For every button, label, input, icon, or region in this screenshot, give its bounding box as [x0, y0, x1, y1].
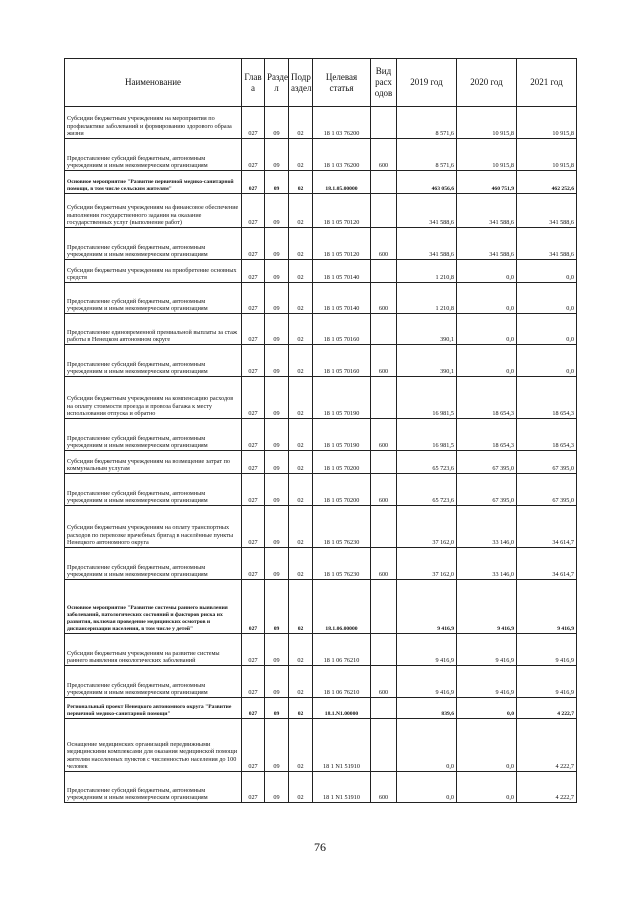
cell-razdel: 09 [265, 419, 289, 451]
cell-name: Основное мероприятие "Развитие первичной медико-санитарной помощи, в том числе сельским жителям" [65, 171, 242, 194]
cell-y2019: 1 210,8 [397, 260, 457, 283]
cell-podrazdel: 02 [289, 171, 313, 194]
cell-y2019: 37 162,0 [397, 548, 457, 580]
cell-razdel: 09 [265, 451, 289, 474]
cell-vid [371, 719, 397, 772]
cell-podrazdel: 02 [289, 107, 313, 139]
cell-razdel: 09 [265, 228, 289, 260]
cell-statya: 18.1.06.00000 [313, 580, 371, 634]
budget-table [64, 58, 577, 803]
cell-y2019: 0,0 [397, 772, 457, 803]
cell-statya: 18 1 N1 51910 [313, 719, 371, 772]
cell-podrazdel: 02 [289, 772, 313, 803]
cell-y2021: 341 588,6 [517, 194, 577, 228]
table-row [65, 345, 577, 377]
cell-y2019: 341 588,6 [397, 228, 457, 260]
cell-vid [371, 377, 397, 419]
cell-statya: 18 1 05 70200 [313, 474, 371, 506]
cell-statya: 18 1 05 76230 [313, 506, 371, 548]
cell-vid [371, 580, 397, 634]
cell-y2019: 0,0 [397, 719, 457, 772]
cell-name: Субсидии бюджетным учреждениям на компенсацию расходов на оплату стоимости проезда и провоза багажа к месту использования отпуска и обратно [65, 377, 242, 419]
cell-podrazdel: 02 [289, 506, 313, 548]
cell-podrazdel: 02 [289, 580, 313, 634]
cell-vid: 600 [371, 548, 397, 580]
cell-vid: 600 [371, 419, 397, 451]
cell-podrazdel: 02 [289, 377, 313, 419]
cell-razdel: 09 [265, 377, 289, 419]
cell-y2020: 341 588,6 [457, 194, 517, 228]
cell-y2021: 0,0 [517, 314, 577, 345]
table-row [65, 314, 577, 345]
cell-y2019: 65 723,6 [397, 474, 457, 506]
cell-vid [371, 314, 397, 345]
cell-glava: 027 [242, 451, 265, 474]
cell-glava: 027 [242, 548, 265, 580]
cell-vid [371, 451, 397, 474]
cell-y2020: 67 395,0 [457, 451, 517, 474]
cell-vid [371, 260, 397, 283]
cell-statya: 18 1 05 76230 [313, 548, 371, 580]
cell-razdel: 09 [265, 139, 289, 171]
cell-name: Оснащение медицинских организаций передвижными медицинскими комплексами для оказания медицинской помощи жителям населенных пунктов с численностью населения до 100 человек [65, 719, 242, 772]
cell-razdel: 09 [265, 314, 289, 345]
cell-statya: 18 1 05 70140 [313, 283, 371, 314]
cell-y2020: 9 416,9 [457, 580, 517, 634]
cell-podrazdel: 02 [289, 698, 313, 719]
cell-y2021: 34 614,7 [517, 506, 577, 548]
cell-glava: 027 [242, 283, 265, 314]
cell-y2020: 67 395,0 [457, 474, 517, 506]
page-number: 76 [314, 840, 326, 854]
cell-statya: 18 1 06 76210 [313, 666, 371, 698]
cell-vid: 600 [371, 283, 397, 314]
cell-y2021: 0,0 [517, 283, 577, 314]
cell-glava: 027 [242, 772, 265, 803]
cell-y2021: 34 614,7 [517, 548, 577, 580]
cell-y2019: 9 416,9 [397, 666, 457, 698]
cell-name: Субсидии бюджетным учреждениям на мероприятия по профилактике заболеваний и формированию здорового образа жизни [65, 107, 242, 139]
cell-vid: 600 [371, 666, 397, 698]
cell-name: Субсидии бюджетным учреждениям на финансовое обеспечение выполнения государственного задания на оказание государственных услуг (выполнение работ) [65, 194, 242, 228]
cell-name: Предоставление субсидий бюджетным, автономным учреждениям и иным некоммерческим организациям [65, 548, 242, 580]
cell-name: Основное мероприятие "Развитие системы раннего выявления заболеваний, патологических состояний и факторов риска их развития, включая проведение медицинских осмотров и диспансеризации населения, в том числе у детей" [65, 580, 242, 634]
cell-glava: 027 [242, 474, 265, 506]
table-row [65, 171, 577, 194]
cell-y2020: 0,0 [457, 314, 517, 345]
cell-statya: 18 1 05 70200 [313, 451, 371, 474]
cell-glava: 027 [242, 719, 265, 772]
cell-y2019: 839,6 [397, 698, 457, 719]
cell-name: Предоставление единовременной премиальной выплаты за стаж работы в Ненецком автономном округе [65, 314, 242, 345]
cell-vid [371, 506, 397, 548]
cell-y2021: 341 588,6 [517, 228, 577, 260]
cell-statya: 18 1 N1 51910 [313, 772, 371, 803]
cell-y2021: 4 222,7 [517, 772, 577, 803]
cell-y2020: 460 751,9 [457, 171, 517, 194]
header-podrazdel: Подр аздел [289, 59, 313, 107]
cell-podrazdel: 02 [289, 283, 313, 314]
cell-y2019: 463 056,6 [397, 171, 457, 194]
table-row [65, 228, 577, 260]
cell-y2020: 18 654,3 [457, 419, 517, 451]
cell-razdel: 09 [265, 634, 289, 666]
cell-y2020: 9 416,9 [457, 634, 517, 666]
cell-podrazdel: 02 [289, 451, 313, 474]
cell-name: Предоставление субсидий бюджетным, автономным учреждениям и иным некоммерческим организациям [65, 419, 242, 451]
header-2019: 2019 год [397, 59, 457, 107]
cell-podrazdel: 02 [289, 139, 313, 171]
cell-glava: 027 [242, 228, 265, 260]
cell-glava: 027 [242, 194, 265, 228]
cell-vid: 600 [371, 228, 397, 260]
cell-glava: 027 [242, 345, 265, 377]
cell-y2019: 8 571,6 [397, 139, 457, 171]
cell-razdel: 09 [265, 474, 289, 506]
cell-name: Предоставление субсидий бюджетным, автономным учреждениям и иным некоммерческим организациям [65, 283, 242, 314]
cell-statya: 18 1 06 76210 [313, 634, 371, 666]
cell-name: Предоставление субсидий бюджетным, автономным учреждениям и иным некоммерческим организациям [65, 228, 242, 260]
cell-razdel: 09 [265, 719, 289, 772]
cell-y2019: 37 162,0 [397, 506, 457, 548]
table-row [65, 506, 577, 548]
header-glava: Глав а [242, 59, 265, 107]
cell-podrazdel: 02 [289, 194, 313, 228]
cell-statya: 18 1 05 70190 [313, 377, 371, 419]
table-row [65, 474, 577, 506]
table-row [65, 451, 577, 474]
cell-name: Предоставление субсидий бюджетным, автономным учреждениям и иным некоммерческим организациям [65, 474, 242, 506]
cell-name: Субсидии бюджетным учреждениям на оплату транспортных расходов по перевозке врачебных бригад в населённые пункты Ненецкого автономного округа [65, 506, 242, 548]
cell-name: Субсидии бюджетным учреждениям на приобретение основных средств [65, 260, 242, 283]
cell-y2020: 33 146,0 [457, 506, 517, 548]
cell-y2020: 9 416,9 [457, 666, 517, 698]
table-row [65, 419, 577, 451]
cell-razdel: 09 [265, 772, 289, 803]
cell-y2020: 341 588,6 [457, 228, 517, 260]
cell-y2020: 0,0 [457, 719, 517, 772]
cell-glava: 027 [242, 506, 265, 548]
cell-glava: 027 [242, 698, 265, 719]
cell-y2019: 9 416,9 [397, 634, 457, 666]
header-statya: Целевая статья [313, 59, 371, 107]
cell-statya: 18 1 05 70160 [313, 314, 371, 345]
table-row [65, 772, 577, 803]
cell-y2020: 18 654,3 [457, 377, 517, 419]
header-row [65, 59, 577, 107]
cell-y2021: 67 395,0 [517, 474, 577, 506]
table-row [65, 194, 577, 228]
cell-y2020: 33 146,0 [457, 548, 517, 580]
cell-podrazdel: 02 [289, 666, 313, 698]
cell-vid: 600 [371, 474, 397, 506]
cell-glava: 027 [242, 171, 265, 194]
header-2020: 2020 год [457, 59, 517, 107]
cell-statya: 18 1 05 70120 [313, 228, 371, 260]
cell-podrazdel: 02 [289, 419, 313, 451]
cell-statya: 18 1 05 70120 [313, 194, 371, 228]
cell-glava: 027 [242, 139, 265, 171]
cell-y2020: 0,0 [457, 260, 517, 283]
cell-y2021: 9 416,9 [517, 666, 577, 698]
cell-razdel: 09 [265, 345, 289, 377]
cell-y2020: 0,0 [457, 772, 517, 803]
cell-y2019: 8 571,6 [397, 107, 457, 139]
cell-y2020: 10 915,8 [457, 139, 517, 171]
cell-y2019: 16 981,5 [397, 419, 457, 451]
cell-y2021: 18 654,3 [517, 377, 577, 419]
cell-name: Предоставление субсидий бюджетным, автономным учреждениям и иным некоммерческим организациям [65, 345, 242, 377]
table-row [65, 260, 577, 283]
cell-statya: 18 1 05 70190 [313, 419, 371, 451]
cell-vid: 600 [371, 345, 397, 377]
cell-y2019: 9 416,9 [397, 580, 457, 634]
cell-name: Субсидии бюджетным учреждениям на развитие системы раннего выявления онкологических заболеваний [65, 634, 242, 666]
header-2021: 2021 год [517, 59, 577, 107]
cell-podrazdel: 02 [289, 634, 313, 666]
cell-name: Предоставление субсидий бюджетным, автономным учреждениям и иным некоммерческим организациям [65, 772, 242, 803]
cell-vid [371, 634, 397, 666]
cell-glava: 027 [242, 419, 265, 451]
cell-razdel: 09 [265, 283, 289, 314]
cell-y2021: 9 416,9 [517, 634, 577, 666]
table-row [65, 139, 577, 171]
cell-vid [371, 107, 397, 139]
cell-razdel: 09 [265, 698, 289, 719]
cell-y2020: 0,0 [457, 345, 517, 377]
header-vid: Вид расх одов [371, 59, 397, 107]
cell-glava: 027 [242, 580, 265, 634]
cell-statya: 18.1.05.00000 [313, 171, 371, 194]
cell-y2019: 341 588,6 [397, 194, 457, 228]
table-row [65, 377, 577, 419]
cell-y2021: 0,0 [517, 260, 577, 283]
cell-razdel: 09 [265, 194, 289, 228]
cell-statya: 18 1 03 76200 [313, 107, 371, 139]
cell-glava: 027 [242, 377, 265, 419]
cell-vid [371, 171, 397, 194]
table-row [65, 634, 577, 666]
cell-statya: 18 1 05 70140 [313, 260, 371, 283]
table-row [65, 580, 577, 634]
header-name: Наименование [65, 59, 242, 107]
table-row [65, 698, 577, 719]
cell-statya: 18 1 05 70160 [313, 345, 371, 377]
cell-y2021: 67 395,0 [517, 451, 577, 474]
cell-y2019: 1 210,8 [397, 283, 457, 314]
cell-razdel: 09 [265, 171, 289, 194]
cell-y2021: 18 654,3 [517, 419, 577, 451]
cell-y2019: 390,1 [397, 314, 457, 345]
cell-y2020: 0,0 [457, 283, 517, 314]
cell-y2021: 462 252,6 [517, 171, 577, 194]
cell-y2019: 16 981,5 [397, 377, 457, 419]
cell-vid: 600 [371, 772, 397, 803]
cell-razdel: 09 [265, 260, 289, 283]
cell-statya: 18 1 03 76200 [313, 139, 371, 171]
cell-razdel: 09 [265, 107, 289, 139]
cell-y2019: 65 723,6 [397, 451, 457, 474]
cell-glava: 027 [242, 107, 265, 139]
header-razdel: Разде л [265, 59, 289, 107]
cell-name: Предоставление субсидий бюджетным, автономным учреждениям и иным некоммерческим организациям [65, 139, 242, 171]
cell-podrazdel: 02 [289, 314, 313, 345]
cell-vid [371, 194, 397, 228]
table-row [65, 666, 577, 698]
cell-razdel: 09 [265, 580, 289, 634]
cell-glava: 027 [242, 666, 265, 698]
cell-glava: 027 [242, 260, 265, 283]
cell-razdel: 09 [265, 506, 289, 548]
cell-y2019: 390,1 [397, 345, 457, 377]
cell-podrazdel: 02 [289, 260, 313, 283]
table-row [65, 283, 577, 314]
table-row [65, 719, 577, 772]
cell-podrazdel: 02 [289, 719, 313, 772]
table-row [65, 548, 577, 580]
cell-vid: 600 [371, 139, 397, 171]
cell-glava: 027 [242, 634, 265, 666]
cell-y2021: 0,0 [517, 345, 577, 377]
cell-name: Субсидии бюджетным учреждениям на возмещение затрат по коммунальным услугам [65, 451, 242, 474]
cell-razdel: 09 [265, 666, 289, 698]
cell-statya: 18.1.N1.00000 [313, 698, 371, 719]
cell-podrazdel: 02 [289, 345, 313, 377]
cell-y2021: 9 416,9 [517, 580, 577, 634]
cell-y2020: 10 915,8 [457, 107, 517, 139]
cell-podrazdel: 02 [289, 474, 313, 506]
cell-glava: 027 [242, 314, 265, 345]
table-row [65, 107, 577, 139]
cell-y2020: 0,0 [457, 698, 517, 719]
cell-podrazdel: 02 [289, 548, 313, 580]
cell-podrazdel: 02 [289, 228, 313, 260]
cell-name: Предоставление субсидий бюджетным, автономным учреждениям и иным некоммерческим организациям [65, 666, 242, 698]
cell-y2021: 4 222,7 [517, 719, 577, 772]
cell-y2021: 10 915,8 [517, 107, 577, 139]
cell-y2021: 10 915,8 [517, 139, 577, 171]
cell-vid [371, 698, 397, 719]
cell-y2021: 4 222,7 [517, 698, 577, 719]
cell-name: Региональный проект Ненецкого автономного округа "Развитие первичной медико-санитарной помощи" [65, 698, 242, 719]
cell-razdel: 09 [265, 548, 289, 580]
